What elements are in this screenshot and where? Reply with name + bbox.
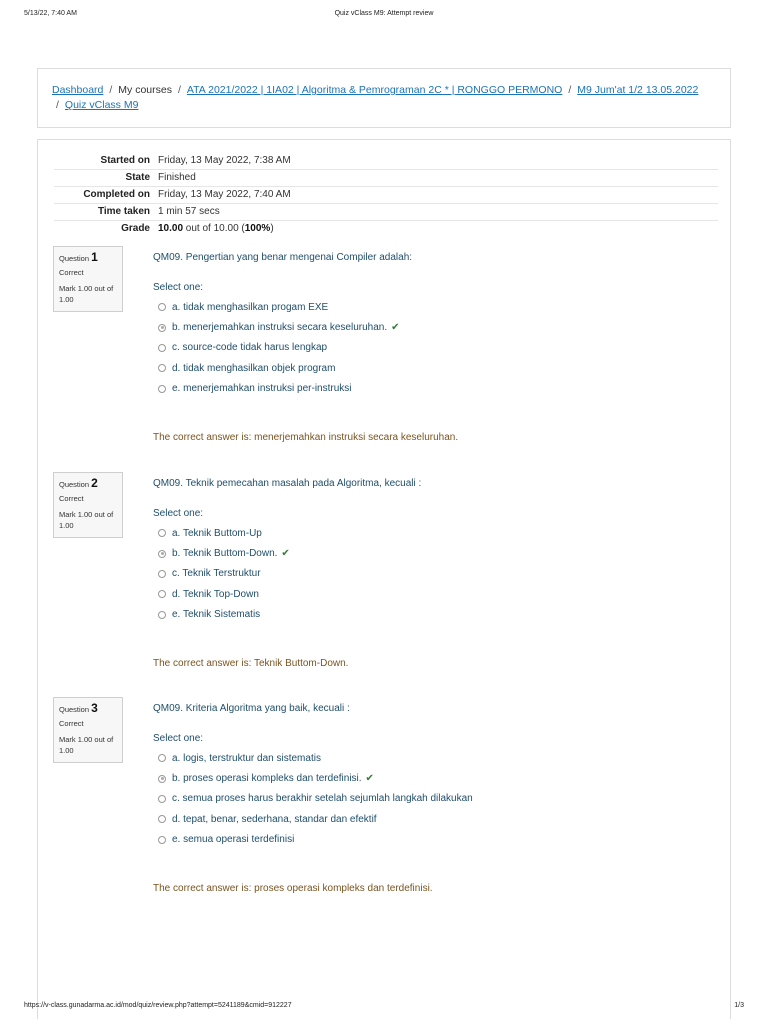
answer-option-label: e. Teknik Sistematis bbox=[172, 609, 261, 621]
answer-option[interactable] bbox=[153, 605, 713, 625]
answer-option-label: a. Teknik Buttom-Up bbox=[172, 527, 262, 539]
summary-label: Started on bbox=[100, 154, 150, 166]
question-label: Question bbox=[59, 480, 90, 489]
correct-answer-feedback: The correct answer is: proses operasi kompleks dan terdefinisi. bbox=[153, 883, 433, 894]
answer-options bbox=[153, 297, 713, 399]
answer-option[interactable] bbox=[153, 297, 713, 317]
select-one-label: Select one: bbox=[153, 733, 204, 744]
answer-option[interactable] bbox=[153, 523, 713, 543]
answer-option-label: d. Teknik Top-Down bbox=[172, 588, 259, 600]
answer-option-label: e. semua operasi terdefinisi bbox=[172, 834, 295, 846]
print-header bbox=[24, 10, 744, 24]
check-icon: ✔ bbox=[281, 548, 290, 560]
summary-row bbox=[54, 203, 718, 220]
answer-option[interactable] bbox=[153, 768, 713, 788]
radio-button[interactable] bbox=[158, 364, 166, 372]
question-label: Question bbox=[59, 254, 90, 263]
answer-option[interactable] bbox=[153, 748, 713, 768]
question-mark: Mark 1.00 out of 1.00 bbox=[59, 735, 114, 755]
question-state: Correct bbox=[59, 494, 84, 503]
correct-answer-feedback: The correct answer is: Teknik Buttom-Down. bbox=[153, 658, 349, 669]
select-one-label: Select one: bbox=[153, 508, 204, 519]
answer-option-label: a. logis, terstruktur dan sistematis bbox=[172, 752, 321, 764]
print-url: https://v-class.gunadarma.ac.id/mod/quiz/review.php?attempt=5241189&cmid=912227 bbox=[24, 1002, 292, 1009]
radio-button[interactable] bbox=[158, 550, 166, 558]
breadcrumb bbox=[37, 68, 731, 128]
question-number: 3 bbox=[91, 701, 98, 715]
answer-option-label: b. Teknik Buttom-Down. bbox=[172, 548, 278, 560]
select-one-label: Select one: bbox=[153, 282, 204, 293]
question-number: 2 bbox=[91, 476, 98, 490]
check-icon: ✔ bbox=[391, 322, 400, 334]
radio-button[interactable] bbox=[158, 529, 166, 537]
correct-answer-feedback: The correct answer is: menerjemahkan instruksi secara keseluruhan. bbox=[153, 432, 459, 443]
breadcrumb-quiz-link[interactable]: Quiz vClass M9 bbox=[64, 99, 139, 111]
radio-button[interactable] bbox=[158, 303, 166, 311]
answer-option-label: c. semua proses harus berakhir setelah sejumlah langkah dilakukan bbox=[172, 793, 473, 805]
grade-out-of: out of 10.00 ( bbox=[183, 223, 245, 235]
summary-row bbox=[54, 152, 718, 169]
question-state: Correct bbox=[59, 268, 84, 277]
answer-option[interactable] bbox=[153, 564, 713, 584]
answer-option[interactable] bbox=[153, 317, 713, 337]
radio-button[interactable] bbox=[158, 775, 166, 783]
question-number: 1 bbox=[91, 250, 98, 264]
summary-row bbox=[54, 169, 718, 186]
radio-button[interactable] bbox=[158, 344, 166, 352]
radio-button[interactable] bbox=[158, 754, 166, 762]
radio-button[interactable] bbox=[158, 385, 166, 393]
answer-option[interactable] bbox=[153, 358, 713, 378]
answer-option-label: a. tidak menghasilkan progam EXE bbox=[172, 301, 329, 313]
summary-label: Time taken bbox=[97, 206, 150, 217]
answer-option-label: c. source-code tidak harus lengkap bbox=[172, 342, 328, 354]
answer-option-label: b. proses operasi kompleks dan terdefinisi. bbox=[172, 773, 362, 785]
answer-option[interactable] bbox=[153, 809, 713, 829]
grade-close: ) bbox=[270, 223, 274, 235]
question-mark: Mark 1.00 out of 1.00 bbox=[59, 284, 114, 304]
check-icon: ✔ bbox=[365, 773, 374, 785]
answer-option-label: e. menerjemahkan instruksi per-instruksi bbox=[172, 383, 352, 395]
question-label: Question bbox=[59, 705, 90, 714]
answer-option[interactable] bbox=[153, 379, 713, 399]
summary-label: Grade bbox=[121, 223, 150, 235]
answer-option[interactable] bbox=[153, 584, 713, 604]
answer-options bbox=[153, 523, 713, 625]
question-content bbox=[153, 703, 713, 894]
summary-value: Friday, 13 May 2022, 7:40 AM bbox=[158, 189, 291, 200]
question-text: QM09. Pengertian yang benar mengenai Compiler adalah: bbox=[153, 252, 413, 263]
question-content bbox=[153, 478, 713, 669]
quiz-review-region bbox=[37, 139, 731, 1019]
question-mark: Mark 1.00 out of 1.00 bbox=[59, 510, 114, 530]
question-content bbox=[153, 252, 713, 443]
question-text: QM09. Kriteria Algoritma yang baik, kecuali : bbox=[153, 703, 350, 714]
breadcrumb-separator: / bbox=[568, 84, 572, 96]
attempt-summary-table bbox=[54, 152, 718, 237]
radio-button[interactable] bbox=[158, 836, 166, 844]
answer-option-label: d. tepat, benar, sederhana, standar dan efektif bbox=[172, 813, 377, 825]
breadcrumb-dashboard-link[interactable]: Dashboard bbox=[52, 84, 104, 96]
question-info bbox=[53, 246, 123, 312]
answer-option[interactable] bbox=[153, 543, 713, 563]
summary-value: Friday, 13 May 2022, 7:38 AM bbox=[158, 154, 291, 166]
radio-button[interactable] bbox=[158, 570, 166, 578]
breadcrumb-course-link[interactable]: ATA 2021/2022 | 1IA02 | Algoritma & Pemrograman 2C * | RONGGO PERMONO bbox=[186, 84, 563, 96]
grade-score: 10.00 bbox=[158, 223, 184, 235]
breadcrumb-section-link[interactable]: M9 Jum'at 1/2 13.05.2022 bbox=[577, 84, 699, 96]
radio-button[interactable] bbox=[158, 795, 166, 803]
answer-options bbox=[153, 748, 713, 850]
grade-percent: 100% bbox=[244, 223, 271, 235]
answer-option-label: c. Teknik Terstruktur bbox=[172, 568, 261, 580]
print-datetime: 5/13/22, 7:40 AM bbox=[24, 10, 77, 17]
radio-button[interactable] bbox=[158, 324, 166, 332]
breadcrumb-my-courses: My courses bbox=[118, 84, 172, 96]
print-page-number: 1/3 bbox=[734, 1002, 744, 1009]
summary-row-grade bbox=[54, 220, 718, 237]
answer-option[interactable] bbox=[153, 338, 713, 358]
question-state: Correct bbox=[59, 719, 84, 728]
question-info bbox=[53, 697, 123, 763]
summary-label: State bbox=[125, 172, 150, 183]
radio-button[interactable] bbox=[158, 611, 166, 619]
print-footer bbox=[24, 1002, 744, 1014]
answer-option[interactable] bbox=[153, 789, 713, 809]
breadcrumb-separator: / bbox=[56, 99, 59, 111]
answer-option-label: b. menerjemahkan instruksi secara keseluruhan. bbox=[172, 322, 388, 334]
question-text: QM09. Teknik pemecahan masalah pada Algoritma, kecuali : bbox=[153, 478, 422, 489]
summary-row bbox=[54, 186, 718, 203]
summary-label: Completed on bbox=[83, 189, 150, 200]
answer-option[interactable] bbox=[153, 830, 713, 850]
radio-button[interactable] bbox=[158, 815, 166, 823]
grade-value bbox=[158, 220, 718, 237]
answer-option-label: d. tidak menghasilkan objek program bbox=[172, 362, 336, 374]
summary-value: 1 min 57 secs bbox=[158, 206, 220, 217]
radio-button[interactable] bbox=[158, 590, 166, 598]
print-title: Quiz vClass M9: Attempt review bbox=[334, 10, 434, 17]
summary-value: Finished bbox=[158, 172, 196, 183]
breadcrumb-separator: / bbox=[177, 84, 181, 96]
breadcrumb-separator: / bbox=[109, 84, 113, 96]
question-info bbox=[53, 472, 123, 538]
